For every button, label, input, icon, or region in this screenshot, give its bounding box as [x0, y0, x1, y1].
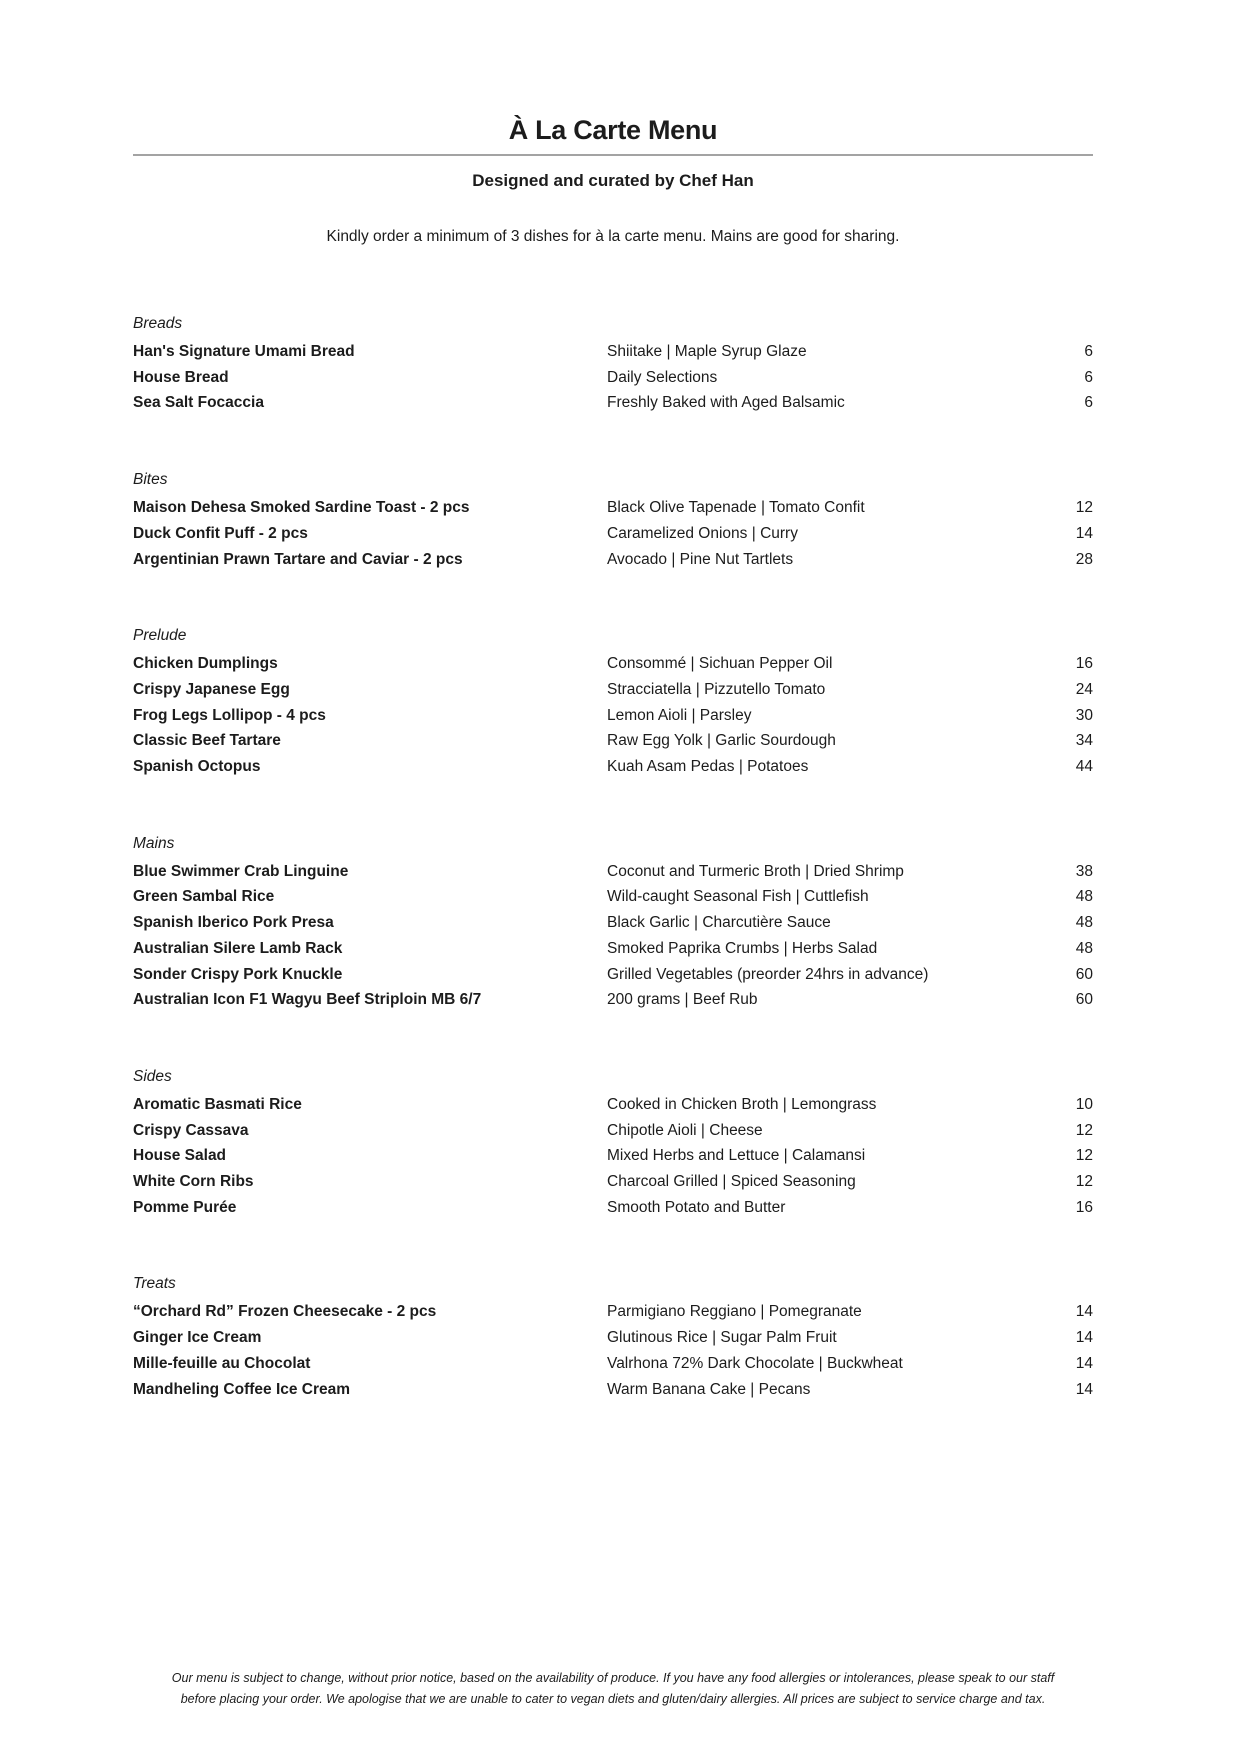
item-description: Raw Egg Yolk | Garlic Sourdough — [607, 732, 836, 750]
menu-item-row — [133, 521, 1093, 547]
item-name: Duck Confit Puff - 2 pcs — [133, 524, 308, 542]
item-name: Chicken Dumplings — [133, 655, 278, 673]
menu-item-row — [133, 884, 1093, 910]
item-name: Spanish Octopus — [133, 758, 261, 776]
item-name: Green Sambal Rice — [133, 888, 275, 906]
menu-item-row — [133, 962, 1093, 988]
item-description: Warm Banana Cake | Pecans — [607, 1380, 811, 1398]
menu-item-row — [133, 547, 1093, 573]
menu-section-treats — [133, 1271, 1093, 1402]
section-items — [133, 651, 1093, 780]
menu-item-row — [133, 728, 1093, 754]
item-price: 6 — [1084, 343, 1093, 360]
menu-section-bites — [133, 467, 1093, 572]
menu-item-row — [133, 1169, 1093, 1195]
item-price: 28 — [1075, 550, 1093, 568]
item-name: Sonder Crispy Pork Knuckle — [133, 965, 343, 983]
item-description: Chipotle Aioli | Cheese — [607, 1121, 763, 1139]
menu-item-row — [133, 677, 1093, 703]
item-description: Valrhona 72% Dark Chocolate | Buckwheat — [607, 1354, 903, 1372]
item-price: 44 — [1075, 758, 1093, 776]
menu-item-row — [133, 754, 1093, 780]
section-label: Prelude — [133, 627, 187, 645]
item-name: Mille-feuille au Chocolat — [133, 1354, 311, 1372]
menu-item-row — [133, 1092, 1093, 1118]
section-items — [133, 1092, 1093, 1221]
item-name: Classic Beef Tartare — [133, 732, 281, 750]
item-price: 12 — [1075, 1121, 1093, 1139]
item-name: Han's Signature Umami Bread — [133, 343, 355, 360]
item-name: Crispy Cassava — [133, 1121, 249, 1139]
item-price: 48 — [1075, 888, 1093, 906]
section-items — [133, 859, 1093, 1013]
item-description: Smooth Potato and Butter — [607, 1198, 786, 1216]
page-title: À La Carte Menu — [508, 115, 718, 145]
item-price: 14 — [1075, 524, 1093, 542]
menu-item-row — [133, 339, 1093, 365]
menu-item-row — [133, 859, 1093, 885]
item-price: 6 — [1084, 394, 1093, 412]
item-price: 60 — [1075, 991, 1093, 1009]
item-description: Parmigiano Reggiano | Pomegranate — [607, 1303, 862, 1321]
section-label: Bites — [133, 471, 168, 489]
title-divider — [133, 154, 1093, 156]
item-description: Wild-caught Seasonal Fish | Cuttlefish — [607, 888, 869, 906]
section-items — [133, 339, 1093, 416]
menu-item-row — [133, 1195, 1093, 1221]
item-name: House Bread — [133, 368, 229, 386]
item-price: 12 — [1075, 1147, 1093, 1165]
item-name: Crispy Japanese Egg — [133, 680, 290, 698]
ordering-note: Kindly order a minimum of 3 dishes for à la carte menu. Mains are good for sharing. — [326, 228, 900, 245]
menu-item-row — [133, 495, 1093, 521]
item-description: Caramelized Onions | Curry — [607, 524, 798, 542]
item-name: “Orchard Rd” Frozen Cheesecake - 2 pcs — [133, 1303, 437, 1321]
item-name: Pomme Purée — [133, 1198, 237, 1216]
item-name: White Corn Ribs — [133, 1173, 254, 1191]
menu-item-row — [133, 1299, 1093, 1325]
item-description: Mixed Herbs and Lettuce | Calamansi — [607, 1147, 866, 1165]
menu-item-row — [133, 1325, 1093, 1351]
section-label: Treats — [133, 1275, 176, 1293]
item-name: Blue Swimmer Crab Linguine — [133, 862, 349, 880]
section-label: Sides — [133, 1067, 172, 1085]
menu-item-row — [133, 651, 1093, 677]
item-price: 16 — [1075, 655, 1093, 673]
item-price: 60 — [1075, 965, 1093, 983]
footer-disclaimer — [133, 1668, 1093, 1710]
item-price: 16 — [1075, 1198, 1093, 1216]
item-description: Smoked Paprika Crumbs | Herbs Salad — [607, 939, 878, 957]
menu-item-row — [133, 1351, 1093, 1377]
item-name: Sea Salt Focaccia — [133, 394, 264, 412]
menu-item-row — [133, 703, 1093, 729]
item-price: 14 — [1075, 1329, 1093, 1347]
item-price: 24 — [1075, 680, 1093, 698]
item-name: Ginger Ice Cream — [133, 1329, 262, 1347]
item-description: Black Garlic | Charcutière Sauce — [607, 914, 831, 932]
menu-item-row — [133, 390, 1093, 416]
item-description: Stracciatella | Pizzutello Tomato — [607, 680, 826, 698]
footer-line-2: before placing your order. We apologise that we are unable to cater to vegan diets and gluten/dairy allergies. All prices are subject to service charge and tax. — [180, 1692, 1046, 1706]
item-price: 14 — [1075, 1354, 1093, 1372]
item-price: 14 — [1075, 1380, 1093, 1398]
item-description: Lemon Aioli | Parsley — [607, 706, 752, 724]
item-description: Grilled Vegetables (preorder 24hrs in advance) — [607, 965, 929, 983]
item-price: 48 — [1075, 914, 1093, 932]
menu-section-prelude — [133, 623, 1093, 780]
item-description: Freshly Baked with Aged Balsamic — [607, 394, 845, 412]
item-description: Cooked in Chicken Broth | Lemongrass — [607, 1095, 877, 1113]
item-description: Shiitake | Maple Syrup Glaze — [607, 343, 807, 360]
menu-item-row — [133, 1118, 1093, 1144]
section-items — [133, 495, 1093, 572]
item-price: 14 — [1075, 1303, 1093, 1321]
section-items — [133, 1299, 1093, 1402]
item-description: Glutinous Rice | Sugar Palm Fruit — [607, 1329, 837, 1347]
item-price: 12 — [1075, 1173, 1093, 1191]
menu-content — [133, 0, 1093, 1402]
item-price: 30 — [1075, 706, 1093, 724]
item-name: Aromatic Basmati Rice — [133, 1095, 302, 1113]
section-label: Mains — [133, 834, 175, 852]
section-label: Breads — [133, 315, 183, 332]
item-name: Australian Icon F1 Wagyu Beef Striploin MB 6/7 — [133, 991, 482, 1009]
item-name: Spanish Iberico Pork Presa — [133, 914, 334, 932]
menu-item-row — [133, 365, 1093, 391]
item-description: Coconut and Turmeric Broth | Dried Shrimp — [607, 862, 904, 880]
menu-section-breads — [133, 311, 1093, 416]
item-price: 10 — [1075, 1095, 1093, 1113]
item-price: 48 — [1075, 939, 1093, 957]
item-description: Daily Selections — [607, 368, 718, 386]
item-name: House Salad — [133, 1147, 227, 1165]
menu-item-row — [133, 910, 1093, 936]
item-description: Charcoal Grilled | Spiced Seasoning — [607, 1173, 856, 1191]
menu-item-row — [133, 1143, 1093, 1169]
footer-line-1: Our menu is subject to change, without prior notice, based on the availability of produce. If you have any food allergies or intolerances, please speak to our staff — [171, 1671, 1055, 1685]
item-description: Black Olive Tapenade | Tomato Confit — [607, 499, 865, 517]
item-description: Consommé | Sichuan Pepper Oil — [607, 655, 833, 673]
item-name: Frog Legs Lollipop - 4 pcs — [133, 706, 326, 724]
item-name: Australian Silere Lamb Rack — [133, 939, 343, 957]
item-description: 200 grams | Beef Rub — [607, 991, 758, 1009]
menu-section-mains — [133, 831, 1093, 1013]
menu-item-row — [133, 936, 1093, 962]
menu-item-row — [133, 1377, 1093, 1403]
item-price: 6 — [1084, 368, 1093, 386]
item-name: Argentinian Prawn Tartare and Caviar - 2 pcs — [133, 550, 463, 568]
item-name: Maison Dehesa Smoked Sardine Toast - 2 pcs — [133, 499, 470, 517]
item-description: Avocado | Pine Nut Tartlets — [607, 550, 794, 568]
item-price: 34 — [1075, 732, 1093, 750]
page-subtitle: Designed and curated by Chef Han — [472, 171, 754, 190]
item-price: 38 — [1075, 862, 1093, 880]
item-name: Mandheling Coffee Ice Cream — [133, 1380, 351, 1398]
item-price: 12 — [1075, 499, 1093, 517]
menu-section-sides — [133, 1064, 1093, 1221]
menu-item-row — [133, 987, 1093, 1013]
item-description: Kuah Asam Pedas | Potatoes — [607, 758, 809, 776]
menu-sections — [133, 311, 1093, 1402]
